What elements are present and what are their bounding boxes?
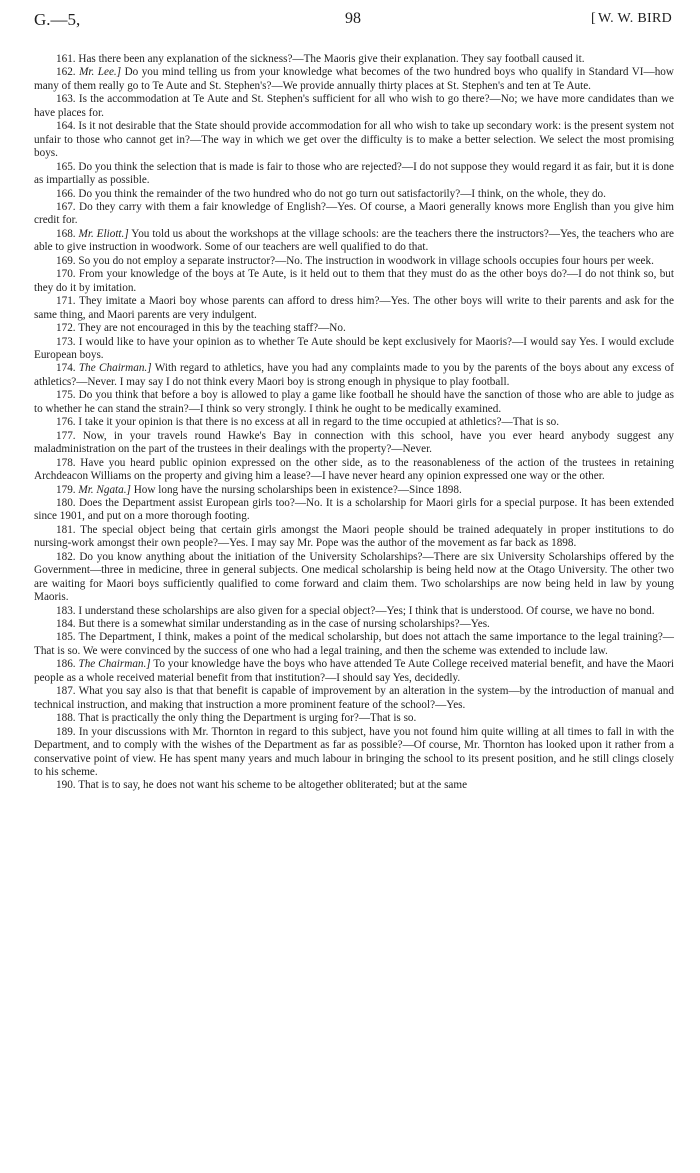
question-answer-text: That is practically the only thing the Department is urging for?—That is so. xyxy=(78,712,417,725)
question-answer-text: Is the accommodation at Te Aute and St. Stephen's sufficient for all who wish to go there?—No; we have more candidates than we have places for. xyxy=(34,93,675,119)
testimony-paragraph xyxy=(34,322,674,335)
speaker-name: Mr. Ngata.] xyxy=(78,483,131,496)
speaker-name: The Chairman.] xyxy=(78,658,151,671)
speaker-name: Mr. Eliott.] xyxy=(78,227,129,240)
question-number: 181. xyxy=(56,523,76,536)
question-number: 172. xyxy=(56,322,76,335)
question-number: 190. xyxy=(56,779,76,792)
question-answer-text: Do you think the selection that is made is fair to those who are rejected?—I do not suppose they would regard it as fair, but it is done as impartially as possible. xyxy=(34,160,675,187)
testimony-paragraph xyxy=(34,457,674,484)
testimony-paragraph xyxy=(34,685,674,712)
question-number: 164. xyxy=(56,120,76,133)
question-number: 179. xyxy=(56,483,76,496)
question-number: 163. xyxy=(56,93,76,106)
question-number: 182. xyxy=(56,550,76,563)
question-answer-text: From your knowledge of the boys at Te Aute, is it held out to them that they must do as the other boys do?—I do not think so, but they do it by imitation. xyxy=(34,268,675,294)
question-number: 185. xyxy=(56,631,76,644)
question-answer-text: Has there been any explanation of the sickness?—The Maoris give their explanation. They say football caused it. xyxy=(78,53,585,65)
testimony-paragraph xyxy=(34,712,674,725)
question-number: 170. xyxy=(56,268,76,281)
question-answer-text: They are not encouraged in this by the teaching staff?—No. xyxy=(78,322,346,335)
testimony-paragraph xyxy=(34,779,674,792)
question-number: 175. xyxy=(56,389,76,402)
question-answer-text: Do you think the remainder of the two hundred who do not go turn out satisfactorily?—I think, on the whole, they do. xyxy=(78,187,606,200)
question-answer-text: But there is a somewhat similar understanding as in the case of nursing scholarships?—Yes. xyxy=(78,618,490,631)
question-number: 162. xyxy=(56,66,76,79)
question-answer-text: You told us about the workshops at the village schools: are the teachers there the instructors?—Yes, the teachers who are able to give instruction in woodwork. Some of our teachers are well qualified to do that. xyxy=(34,227,675,254)
question-number: 173. xyxy=(56,335,76,348)
testimony-paragraph xyxy=(34,430,674,457)
question-number: 184. xyxy=(56,618,76,631)
question-number: 177. xyxy=(56,429,76,442)
question-answer-text: Does the Department assist European girls too?—No. It is a scholarship for Maori girls for a special purpose. It has been extended since 1901, and put on a more thorough footing. xyxy=(34,496,674,523)
testimony-paragraph xyxy=(34,726,674,780)
testimony-paragraph xyxy=(34,484,674,497)
question-number: 186. xyxy=(56,658,76,671)
testimony-paragraph xyxy=(34,551,674,605)
witness-name: [ W. W. BIRD xyxy=(591,11,672,27)
testimony-paragraph xyxy=(34,618,674,631)
question-answer-text: How long have the nursing scholarships been in existence?—Since 1898. xyxy=(133,483,462,496)
testimony-paragraph xyxy=(34,66,674,93)
testimony-paragraph xyxy=(34,631,674,658)
page-header xyxy=(34,10,672,36)
question-answer-text: That is to say, he does not want his scheme to be altogether obliterated; but at the same xyxy=(78,779,468,792)
question-number: 178. xyxy=(56,456,76,469)
question-number: 168. xyxy=(56,227,76,240)
speaker-name: The Chairman.] xyxy=(78,362,152,375)
testimony-paragraph xyxy=(34,201,674,228)
question-answer-text: What you say also is that that benefit is capable of improvement by an alteration in the system—by the introduction of manual and technical instruction, and making that instruction a more prominent feature of the school?—Yes. xyxy=(34,685,674,711)
question-answer-text: Is it not desirable that the State should provide accommodation for all who wish to take up secondary work: is the present system not unfair to those who cannot get in?—The way in which we get over the difficulty is to make a better selection. We select the most promising boys. xyxy=(34,120,674,160)
question-answer-text: The special object being that certain girls amongst the Maori people should be trained adequately in proper institutions to do nursing-work amongst their own people?—Yes. I may say Mr. Pope was the author of the movement as far back as 1898. xyxy=(34,523,674,550)
page-number: 98 xyxy=(345,10,361,27)
testimony-paragraph xyxy=(34,389,674,416)
testimony-paragraph xyxy=(34,524,674,551)
question-number: 189. xyxy=(56,725,76,738)
question-number: 176. xyxy=(56,416,76,429)
question-answer-text: To your knowledge have the boys who have attended Te Aute College received material benefit, and have the Maori people as a whole received material benefit from that institution?—I should say Yes, decidedly. xyxy=(34,658,675,684)
question-number: 171. xyxy=(56,295,76,308)
question-answer-text: Do they carry with them a fair knowledge of English?—Yes. Of course, a Maori generally knows more English than you give him credit for. xyxy=(34,200,674,227)
question-answer-text: I understand these scholarships are also given for a special object?—Yes; I think that is understood. Of course, we have no bond. xyxy=(78,604,655,617)
testimony-paragraph xyxy=(34,605,674,618)
testimony-paragraph xyxy=(34,658,674,685)
question-number: 169. xyxy=(56,254,76,267)
testimony-paragraph xyxy=(34,497,674,524)
question-number: 187. xyxy=(56,685,76,698)
testimony-paragraph xyxy=(34,268,674,295)
testimony-paragraph xyxy=(34,161,674,188)
question-answer-text: So you do not employ a separate instructor?—No. The instruction in woodwork in village schools occupies four hours per week. xyxy=(78,254,654,267)
question-number: 166. xyxy=(56,187,76,200)
question-number: 174. xyxy=(56,362,76,375)
document-body xyxy=(34,53,674,793)
question-answer-text: Do you know anything about the initiation of the University Scholarships?—There are six University Scholarships offered by the Government—three in medicine, three in general subjects. One medical scholarship is being held now at the Otago University. The other two are waiting for Maori boys sufficiently qualified to come forward and claim them. Two scholarships are now being held in law by young Maoris. xyxy=(34,550,674,604)
question-answer-text: With regard to athletics, have you had any complaints made to you by the parents of the boys about any excess of athletics?—Never. I may say I do not think every Maori boy is strong enough in physique to play football. xyxy=(34,362,674,388)
question-answer-text: Do you mind telling us from your knowledge what becomes of the two hundred boys who qualify in Standard VI—how many of them really go to Te Aute and St. Stephen's?—We provide annually thirty places at St. Stephen's and ten at Te Aute. xyxy=(34,66,674,92)
testimony-paragraph xyxy=(34,188,674,201)
testimony-paragraph xyxy=(34,255,674,268)
testimony-paragraph xyxy=(34,53,674,66)
question-number: 180. xyxy=(56,496,76,509)
question-answer-text: Now, in your travels round Hawke's Bay in connection with this school, have you ever heard anybody suggest any maladministration on the part of the trustees in their dealings with the property?—Never. xyxy=(34,429,675,456)
question-number: 165. xyxy=(56,160,76,173)
question-answer-text: Do you think that before a boy is allowed to play a game like football he should have the sanction of those who are able to judge as to whether he can stand the strain?—I think so very strongly. I think he ought to be medically examined. xyxy=(34,389,675,415)
question-answer-text: Have you heard public opinion expressed on the other side, as to the reasonableness of the action of the trustees in retaining Archdeacon Williams on the property and giving him a lease?—I have never heard any opinion expressed one way or the other. xyxy=(34,456,675,483)
speaker-name: Mr. Lee.] xyxy=(79,66,122,79)
question-answer-text: I take it your opinion is that there is no excess at all in regard to the time occupied at athletics?—That is so. xyxy=(78,416,559,429)
question-answer-text: I would like to have your opinion as to whether Te Aute should be kept exclusively for Maoris?—I would say Yes. I would exclude European boys. xyxy=(34,335,675,361)
testimony-paragraph xyxy=(34,295,674,322)
testimony-paragraph xyxy=(34,336,674,363)
question-number: 183. xyxy=(56,604,76,617)
testimony-paragraph xyxy=(34,120,674,160)
testimony-paragraph xyxy=(34,93,674,120)
question-answer-text: The Department, I think, makes a point of the medical scholarship, but does not attach the same importance to the legal training?—That is so. We were convinced by the success of one who had a legal training, and then the scheme was extended to include law. xyxy=(34,631,674,657)
question-number: 161. xyxy=(56,53,76,65)
testimony-paragraph xyxy=(34,362,674,389)
question-number: 188. xyxy=(56,712,76,725)
testimony-paragraph xyxy=(34,416,674,429)
question-answer-text: They imitate a Maori boy whose parents can afford to dress him?—Yes. The other boys will write to their parents and ask for the same thing, and Maori parents are very indulgent. xyxy=(34,295,674,321)
question-answer-text: In your discussions with Mr. Thornton in regard to this subject, have you not found him quite willing at all times to fall in with the Department, and to comply with the wishes of the Department as far as possible?—Of course, Mr. Thornton has looked upon it rather from a conservative point of view. He has spent many years and much labour in bringing the school to its present position, and he still clings closely to his scheme. xyxy=(34,725,675,779)
document-reference: G.—5, xyxy=(34,10,81,29)
testimony-paragraph xyxy=(34,228,674,255)
question-number: 167. xyxy=(56,200,76,213)
